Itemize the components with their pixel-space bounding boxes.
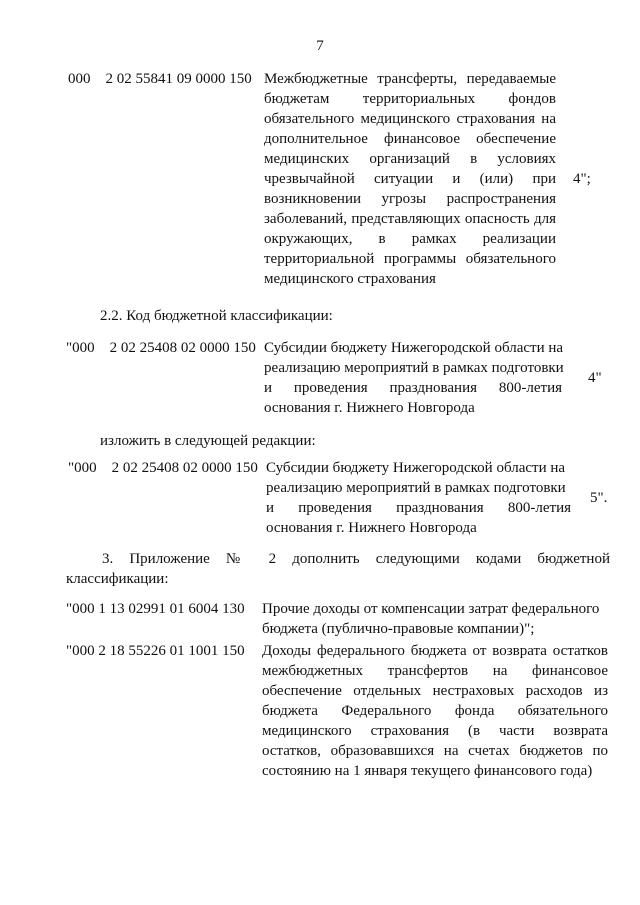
description-line: возникновении угрозы распространения bbox=[264, 191, 556, 207]
column-value: 5". bbox=[590, 490, 608, 506]
description-line: остатков, образовавшихся на счетах бюджетов по bbox=[262, 743, 608, 759]
budget-code: "000 2 18 55226 01 1001 150 bbox=[66, 643, 245, 659]
paragraph-edit: изложить в следующей редакции: bbox=[100, 433, 316, 449]
paragraph-2-2: 2.2. Код бюджетной классификации: bbox=[100, 308, 333, 324]
description-line: Субсидии бюджету Нижегородской области на bbox=[266, 460, 566, 476]
budget-code: 000 2 02 55841 09 0000 150 bbox=[68, 71, 252, 87]
description-line: окружающих, в рамках реализации bbox=[264, 231, 556, 247]
description-line: обязательного медицинского страхования на bbox=[264, 111, 556, 127]
description-line: Субсидии бюджету Нижегородской области на bbox=[264, 340, 564, 356]
code-description bbox=[264, 69, 556, 289]
description-line: чрезвычайной ситуации и (или) при bbox=[264, 171, 556, 187]
description-line: межбюджетных трансфертов на финансовое bbox=[262, 663, 608, 679]
description-line: и проведения празднования 800-летия bbox=[266, 500, 571, 516]
column-value: 4"; bbox=[573, 171, 591, 187]
description-line: дополнительное финансовое обеспечение bbox=[264, 131, 556, 147]
description-line: реализацию мероприятий в рамках подготовки bbox=[266, 480, 566, 496]
budget-code: "000 2 02 25408 02 0000 150 bbox=[66, 340, 256, 356]
paragraph-3 bbox=[66, 549, 610, 589]
description-line: состоянию на 1 января текущего финансового года) bbox=[262, 763, 593, 779]
description-line: медицинских организаций в условиях bbox=[264, 151, 556, 167]
code-description bbox=[266, 458, 571, 538]
description-line: обеспечение отдельных нестраховых расходов из bbox=[262, 683, 608, 699]
description-line: бюджетам территориальных фондов bbox=[264, 91, 556, 107]
description-line: медицинского страхования (в части возврата bbox=[262, 723, 608, 739]
budget-code: "000 1 13 02991 01 6004 130 bbox=[66, 601, 245, 617]
code-description bbox=[264, 338, 562, 418]
paragraph-line: классификации: bbox=[66, 571, 169, 587]
code-description bbox=[262, 641, 608, 781]
description-line: медицинского страхования bbox=[264, 271, 436, 287]
description-line: основания г. Нижнего Новгорода bbox=[264, 400, 475, 416]
description-line: Прочие доходы от компенсации затрат федерального bbox=[262, 601, 600, 617]
paragraph-line: 3. Приложение № 2 дополнить следующими кодами бюджетной bbox=[102, 551, 610, 567]
description-line: заболеваний, представляющих опасность для bbox=[264, 211, 556, 227]
description-line: бюджета (публично-правовые компании)"; bbox=[262, 621, 535, 637]
column-value: 4" bbox=[588, 370, 602, 386]
description-line: территориальной программы обязательного bbox=[264, 251, 556, 267]
description-line: реализацию мероприятий в рамках подготовки bbox=[264, 360, 564, 376]
description-line: основания г. Нижнего Новгорода bbox=[266, 520, 477, 536]
description-line: и проведения празднования 800-летия bbox=[264, 380, 562, 396]
page-number: 7 bbox=[316, 38, 324, 54]
description-line: бюджета Федерального фонда обязательного bbox=[262, 703, 608, 719]
code-description bbox=[262, 599, 608, 639]
budget-code: "000 2 02 25408 02 0000 150 bbox=[68, 460, 258, 476]
description-line: Доходы федерального бюджета от возврата остатков bbox=[262, 643, 608, 659]
description-line: Межбюджетные трансферты, передаваемые bbox=[264, 71, 556, 87]
